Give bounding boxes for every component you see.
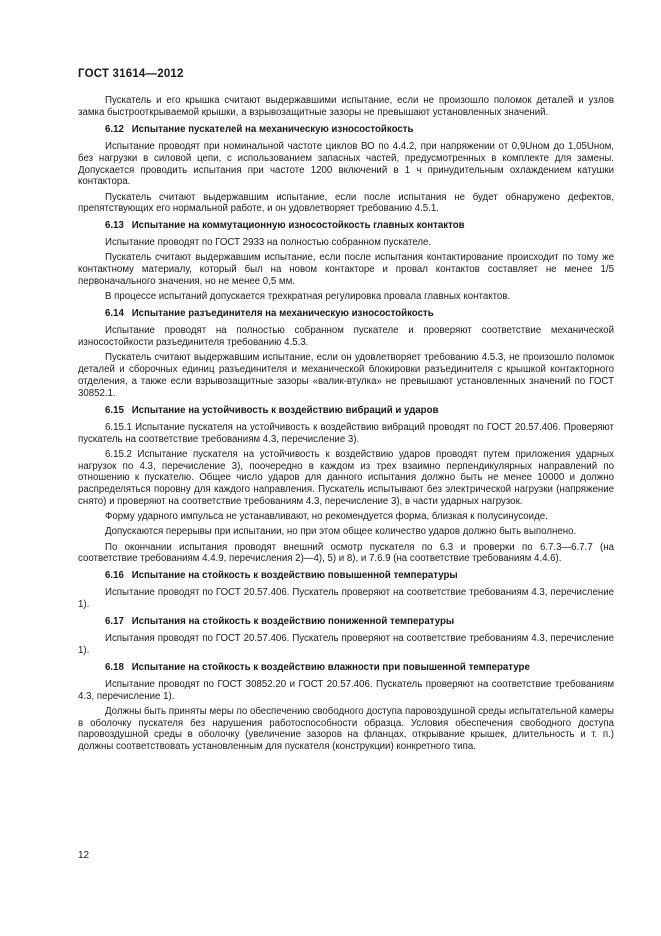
- section-title: Испытание на стойкость к воздействию влажности при повышенной температуре: [131, 661, 530, 673]
- section-title: Испытания на стойкость к воздействию пониженной температуры: [131, 616, 455, 628]
- section-number: 6.17: [105, 616, 124, 628]
- paragraph: Испытание проводят по ГОСТ 30852.20 и ГОСТ 20.57.406. Пускатель проверяют на соответствие требованиям 4.3, перечисление 1).: [78, 678, 614, 702]
- section-title: Испытание на коммутационную износостойкость главных контактов: [131, 220, 465, 232]
- paragraph: Пускатель считают выдержавшим испытание, если он удовлетворяет требованию 4.5.3, не произошло поломок деталей и сборочных единиц разъединителя и механической блокировки разъединителя с крышкой контакторного отделения, а также если взрывозащитные зазоры «валик-втулка» не превышают установленных значений по ГОСТ 30852.1.: [78, 352, 614, 399]
- section-number: 6.12: [105, 123, 124, 135]
- paragraph: 6.15.1 Испытание пускателя на устойчивость к воздействию вибраций проводят по ГОСТ 20.57.406. Проверяют пускатель на соответствие требованиям 4.3, перечисление 3).: [78, 421, 614, 445]
- page-number: 12: [78, 850, 90, 861]
- paragraph: Пускатель считают выдержавшим испытание, если после испытания контактирование происходит по тому же контактному материалу, который был на новом контакторе и провал контактов составляет не менее 1/5 первоначального значения, но не менее 0,5 мм.: [78, 252, 614, 288]
- paragraph: Форму ударного импульса не устанавливают, но рекомендуется форма, близкая к полусинусоиде.: [105, 511, 548, 523]
- section-heading: [105, 662, 614, 674]
- paragraph: Допускаются перерывы при испытании, но при этом общее количество ударов должно быть выполнено.: [105, 526, 577, 538]
- paragraph: 6.15.2 Испытание пускателя на устойчивость к воздействию ударов проводят путем приложения ударных нагрузок по 4.3, перечисление 3), поочередно в каждом из трех взаимно перпендикулярных направлений по отношению к пускателю. Общее число ударов для данного испытания должно быть не менее 10000 и должно распределяться поровну для каждого направления. Пускатель испытывают без электрической нагрузки (напряжение снято) и проверяют на соответствие требованиям 4.3, перечисление 3), в части ударных нагрузок.: [78, 448, 614, 508]
- paragraph: В процессе испытаний допускается трехкратная регулировка провала главных контактов.: [105, 291, 511, 303]
- document-body: [78, 95, 614, 756]
- section-title: Испытание на устойчивость к воздействию вибраций и ударов: [131, 404, 439, 416]
- paragraph: Испытания проводят по ГОСТ 20.57.406. Пускатель проверяют на соответствие требованиям 4.3, перечисление 1).: [78, 632, 614, 656]
- section-title: Испытание пускателей на механическую износостойкость: [131, 123, 414, 135]
- paragraph: Пускатель считают выдержавшим испытание, если после испытания не будет обнаружено дефектов, препятствующих его нормальной работе, и он удовлетворяет требованию 4.5.1.: [78, 191, 614, 215]
- paragraph: Испытание проводят при номинальной частоте циклов ВО по 4.4.2, при напряжении от 0,9Uном до 1,05Uном, без нагрузки в силовой цепи, с использованием запасных частей, предусмотренных в комплекте для замены. Допускается проводить испытания при частоте 1200 включений в 1 ч принудительным охлаждением катушки контактора.: [78, 140, 614, 188]
- section-heading: [105, 124, 614, 136]
- paragraph: Испытание проводят по ГОСТ 2933 на полностью собранном пускателе.: [105, 237, 432, 249]
- section-number: 6.18: [105, 661, 124, 673]
- paragraph: Испытание проводят по ГОСТ 20.57.406. Пускатель проверяют на соответствие требованиям 4.3, перечисление 1).: [78, 587, 614, 611]
- section-number: 6.13: [105, 220, 124, 232]
- paragraph: По окончании испытания проводят внешний осмотр пускателя по 6.3 и проверки по 6.7.3—6.7.7 (на соответствие требованиям 4.4.9, перечисления 2)—4), 5) и 8), и 7.6.9 (на соответствие требованиям 4.4.6).: [78, 541, 614, 565]
- section-heading: [105, 308, 614, 320]
- paragraph: Испытание проводят на полностью собранном пускателе и проверяют соответствие механической износостойкости разъединителя требованию 4.5.3.: [78, 325, 614, 348]
- paragraph: Пускатель и его крышка считают выдержавшими испытание, если не произошло поломок деталей и узлов замка быстрооткрываемой крышки, а взрывозащитные зазоры не превышают установленных значений.: [78, 95, 614, 118]
- section-heading: [105, 616, 614, 628]
- section-number: 6.16: [105, 570, 124, 582]
- section-heading: [105, 405, 614, 417]
- section-title: Испытание на стойкость к воздействию повышенной температуры: [131, 570, 458, 582]
- section-heading: [105, 570, 614, 582]
- section-title: Испытание разъединителя на механическую износостойкость: [131, 308, 434, 320]
- section-number: 6.15: [105, 404, 124, 416]
- section-heading: [105, 220, 614, 232]
- paragraph: Должны быть приняты меры по обеспечению свободного доступа паровоздушной среды испытательной камеры в оболочку пускателя без нарушения работоспособности образца. Условия обеспечения свободного доступа паровоздушной среды в оболочку (увеличение зазоров на фланцах, открывание крышек, длительность и т. п.) должны соответствовать установленным для пускателя (конструкции) конкретного типа.: [78, 705, 614, 753]
- page-header: ГОСТ 31614—2012: [78, 68, 184, 80]
- section-number: 6.14: [105, 308, 124, 320]
